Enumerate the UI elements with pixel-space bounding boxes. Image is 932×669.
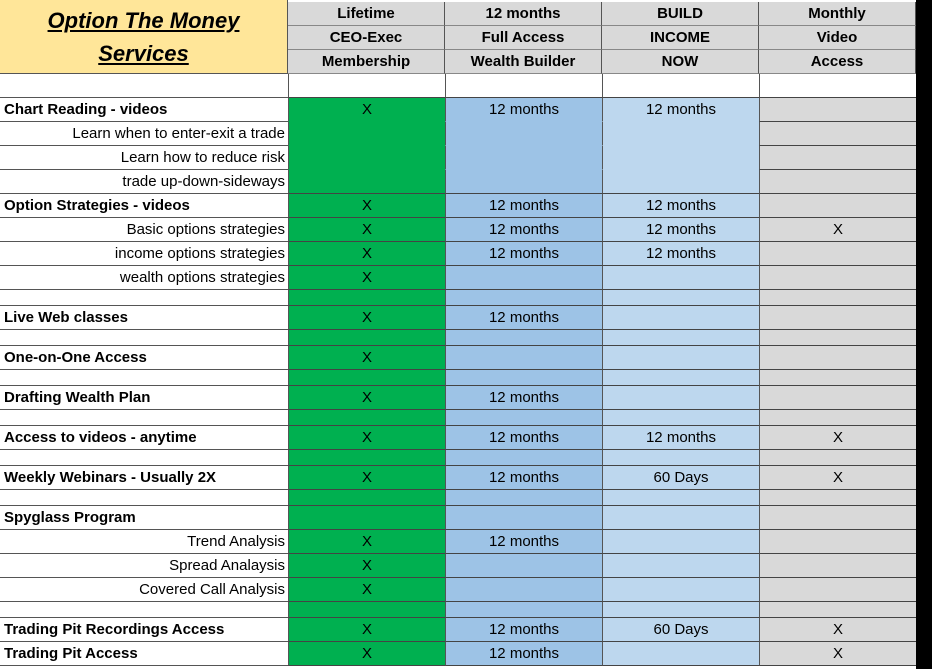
plan-cell: X	[288, 466, 445, 490]
plan-cell: X	[288, 578, 445, 602]
feature-label: Drafting Wealth Plan	[0, 386, 288, 410]
plan-cell	[445, 410, 602, 426]
title-line-2: Services	[98, 40, 189, 66]
plan-cell	[445, 506, 602, 530]
spacer-row-label	[0, 450, 288, 466]
feature-label: Learn how to reduce risk	[0, 146, 288, 170]
plan-cell	[759, 290, 916, 306]
plan-cell: 12 months	[445, 242, 602, 266]
plan-cell	[602, 450, 759, 466]
plan-cell	[602, 74, 759, 98]
header-cell: Membership	[288, 50, 445, 74]
plan-cell: X	[759, 466, 916, 490]
plan-cell	[445, 578, 602, 602]
feature-label: Learn when to enter-exit a trade	[0, 122, 288, 146]
plan-cell	[759, 490, 916, 506]
plan-cell: 12 months	[602, 98, 759, 122]
plan-cell	[602, 170, 759, 194]
header-cell: NOW	[602, 50, 759, 74]
plan-cell	[759, 74, 916, 98]
plan-cell	[602, 346, 759, 370]
header-cell: CEO-Exec	[288, 26, 445, 50]
plan-cell	[759, 330, 916, 346]
feature-label: Trading Pit Access	[0, 642, 288, 666]
plan-cell	[759, 346, 916, 370]
header-cell: Lifetime	[288, 2, 445, 26]
plan-cell: X	[288, 266, 445, 290]
plan-cell	[445, 554, 602, 578]
feature-label: Trading Pit Recordings Access	[0, 618, 288, 642]
header-cell: Wealth Builder	[445, 50, 602, 74]
plan-cell: X	[288, 426, 445, 450]
plan-cell	[288, 170, 445, 194]
plan-cell: 60 Days	[602, 466, 759, 490]
plan-cell	[288, 490, 445, 506]
spacer-row-label	[0, 410, 288, 426]
feature-label: Covered Call Analysis	[0, 578, 288, 602]
plan-cell	[445, 346, 602, 370]
plan-cell	[288, 450, 445, 466]
plan-cell	[602, 642, 759, 666]
plan-cell	[602, 578, 759, 602]
plan-cell	[602, 386, 759, 410]
feature-label: wealth options strategies	[0, 266, 288, 290]
plan-cell	[445, 370, 602, 386]
plan-cell	[602, 490, 759, 506]
header-cell: Access	[759, 50, 916, 74]
plan-cell: X	[759, 618, 916, 642]
plan-cell: X	[288, 306, 445, 330]
plan-cell: 12 months	[602, 194, 759, 218]
plan-cell	[288, 330, 445, 346]
plan-cell	[759, 410, 916, 426]
spacer-row-label	[0, 290, 288, 306]
title-line-1: Option The Money	[47, 7, 240, 33]
plan-cell	[602, 602, 759, 618]
feature-label: income options strategies	[0, 242, 288, 266]
plan-cell: 12 months	[445, 426, 602, 450]
plan-cell	[759, 370, 916, 386]
spacer-row-label	[0, 330, 288, 346]
feature-label: Spyglass Program	[0, 506, 288, 530]
page-title	[0, 0, 288, 74]
plan-cell: 12 months	[445, 98, 602, 122]
plan-cell	[445, 146, 602, 170]
plan-cell	[288, 290, 445, 306]
header-cell: 12 months	[445, 2, 602, 26]
plan-cell	[445, 330, 602, 346]
plan-cell	[602, 530, 759, 554]
spacer-row-label	[0, 74, 288, 98]
plan-cell: X	[288, 98, 445, 122]
spacer-row-label	[0, 602, 288, 618]
feature-label: Weekly Webinars - Usually 2X	[0, 466, 288, 490]
plan-cell	[288, 146, 445, 170]
plan-cell	[759, 170, 916, 194]
plan-cell	[445, 122, 602, 146]
plan-cell	[445, 74, 602, 98]
feature-label: One-on-One Access	[0, 346, 288, 370]
plan-cell	[602, 330, 759, 346]
plan-cell: X	[288, 386, 445, 410]
header-cell: Video	[759, 26, 916, 50]
plan-cell	[759, 450, 916, 466]
plan-cell: X	[288, 642, 445, 666]
plan-cell	[602, 370, 759, 386]
plan-cell: X	[288, 194, 445, 218]
feature-label: Spread Analaysis	[0, 554, 288, 578]
plan-cell	[288, 74, 445, 98]
plan-cell	[759, 306, 916, 330]
plan-cell	[759, 122, 916, 146]
plan-cell: 60 Days	[602, 618, 759, 642]
plan-cell: X	[288, 530, 445, 554]
plan-cell: X	[288, 554, 445, 578]
plan-cell	[602, 306, 759, 330]
plan-cell: 12 months	[445, 530, 602, 554]
plan-cell	[759, 554, 916, 578]
plan-cell: X	[288, 242, 445, 266]
plan-cell	[602, 146, 759, 170]
feature-label: Live Web classes	[0, 306, 288, 330]
plan-cell	[759, 242, 916, 266]
feature-label: Access to videos - anytime	[0, 426, 288, 450]
plan-cell	[602, 122, 759, 146]
plan-cell	[288, 602, 445, 618]
plan-cell	[288, 122, 445, 146]
plan-cell: 12 months	[602, 218, 759, 242]
plan-cell	[445, 170, 602, 194]
plan-cell	[759, 386, 916, 410]
plan-cell	[759, 506, 916, 530]
plan-cell	[602, 554, 759, 578]
plan-cell	[445, 290, 602, 306]
plan-cell: 12 months	[602, 426, 759, 450]
plan-cell: 12 months	[445, 618, 602, 642]
plan-cell: X	[288, 218, 445, 242]
feature-label: Option Strategies - videos	[0, 194, 288, 218]
plan-cell	[759, 266, 916, 290]
feature-label: trade up-down-sideways	[0, 170, 288, 194]
plan-cell: 12 months	[445, 218, 602, 242]
plan-cell: 12 months	[445, 194, 602, 218]
spacer-row-label	[0, 490, 288, 506]
header-cell: BUILD	[602, 2, 759, 26]
plan-cell: X	[759, 426, 916, 450]
plan-cell	[759, 602, 916, 618]
plan-cell: X	[288, 346, 445, 370]
header-cell: Monthly	[759, 2, 916, 26]
plan-cell: 12 months	[445, 466, 602, 490]
plan-cell	[602, 410, 759, 426]
plan-cell	[759, 194, 916, 218]
plan-cell: 12 months	[602, 242, 759, 266]
feature-label: Trend Analysis	[0, 530, 288, 554]
plan-cell	[288, 506, 445, 530]
plan-cell	[445, 266, 602, 290]
plan-cell	[445, 602, 602, 618]
plan-cell	[445, 490, 602, 506]
plan-cell: X	[759, 642, 916, 666]
plan-cell	[759, 530, 916, 554]
header-cell: Full Access	[445, 26, 602, 50]
header-cell: INCOME	[602, 26, 759, 50]
plan-cell	[288, 370, 445, 386]
feature-label: Chart Reading - videos	[0, 98, 288, 122]
spacer-row-label	[0, 370, 288, 386]
plan-cell	[602, 266, 759, 290]
plan-cell	[602, 506, 759, 530]
plan-cell	[445, 450, 602, 466]
plan-cell: 12 months	[445, 386, 602, 410]
plan-cell: 12 months	[445, 306, 602, 330]
plan-cell	[759, 98, 916, 122]
feature-label: Basic options strategies	[0, 218, 288, 242]
plan-cell: X	[288, 618, 445, 642]
plan-cell	[602, 290, 759, 306]
plan-cell	[288, 410, 445, 426]
plan-cell: X	[759, 218, 916, 242]
plan-cell	[759, 578, 916, 602]
plan-cell: 12 months	[445, 642, 602, 666]
plan-cell	[759, 146, 916, 170]
